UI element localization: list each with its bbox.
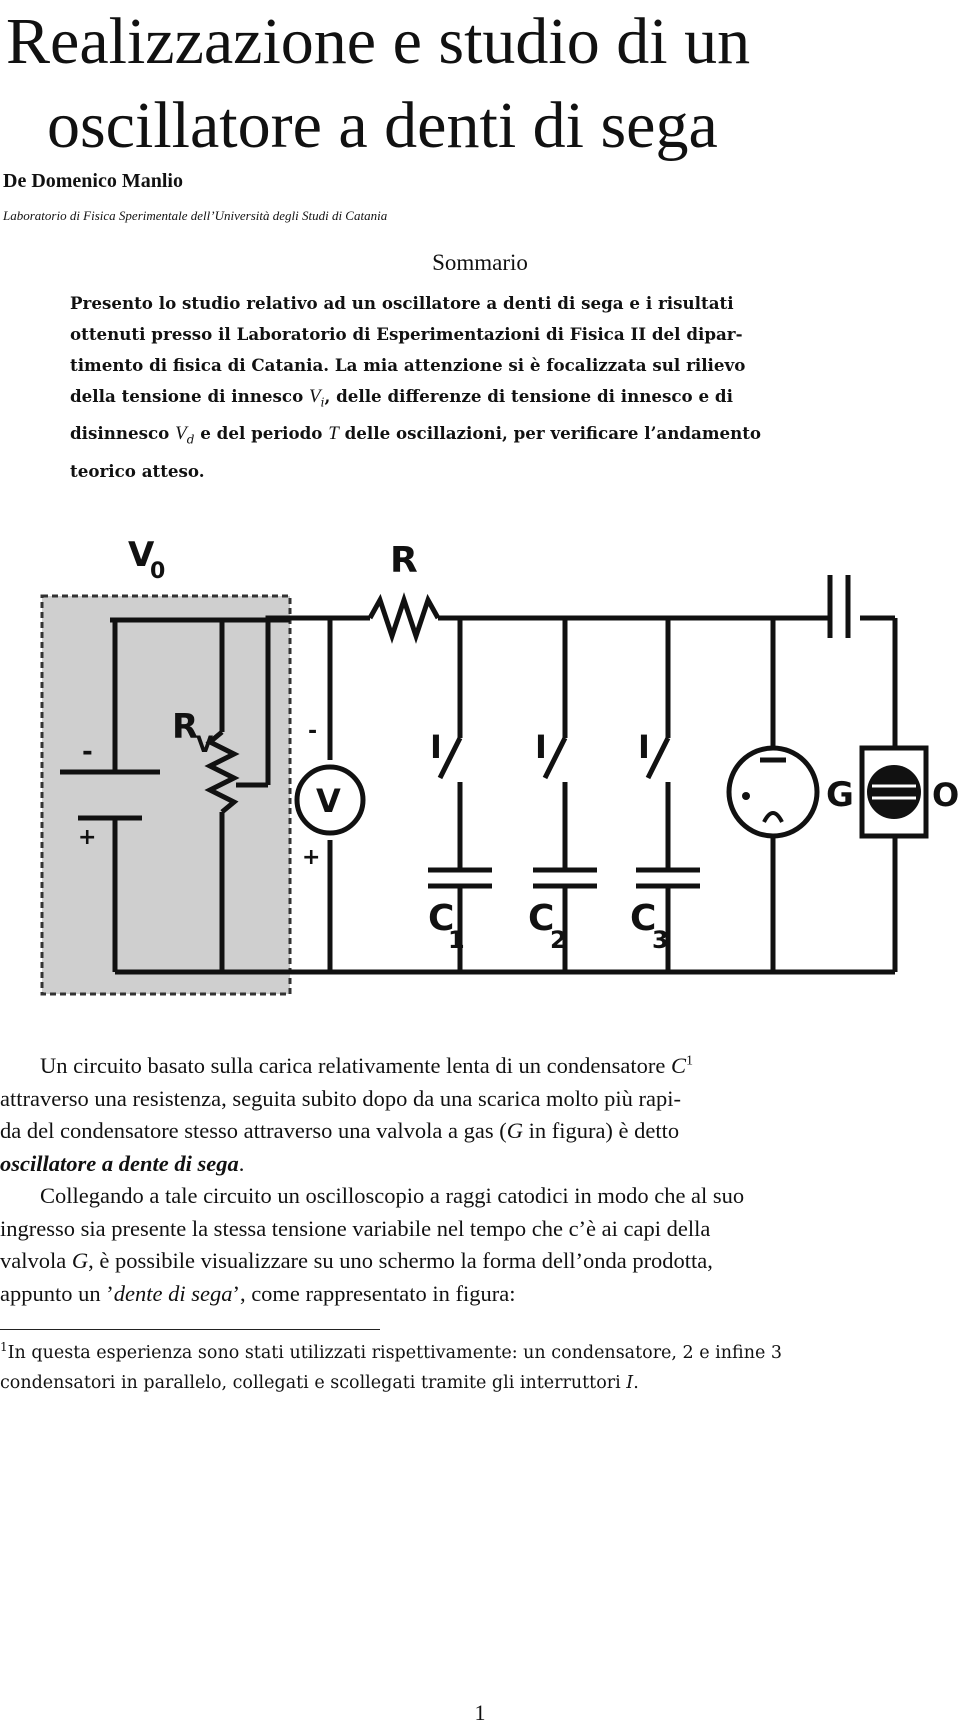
label-rv: R: [172, 707, 199, 747]
body-text-span: , è possibile visualizzare su uno schermo la forma dell’onda prodotta,: [88, 1248, 713, 1273]
label-rv-sub: V: [196, 733, 214, 758]
body-line: [0, 1148, 954, 1181]
abstract-heading: Sommario: [432, 250, 528, 275]
label-battery-plus: +: [78, 825, 97, 850]
label-v0: V: [128, 535, 155, 575]
body-line: Collegando a tale circuito un oscilloscopio a raggi catodici in modo che al suo: [40, 1183, 745, 1208]
label-meter-minus: -: [308, 719, 318, 744]
symbol-sub-i: i: [320, 395, 325, 410]
italic-term: dente di sega: [113, 1280, 233, 1306]
footnote-ref: 1: [686, 1053, 694, 1069]
footnote-line: [0, 1338, 960, 1368]
label-c1-sub: 1: [448, 926, 465, 954]
author-affiliation: Laboratorio di Fisica Sperimentale dell’Università degli Studi di Catania: [3, 208, 388, 223]
label-switch-3: I: [638, 728, 650, 766]
label-v0-sub: 0: [150, 559, 166, 584]
abstract-line: [70, 381, 888, 418]
label-c2: C: [528, 898, 555, 939]
label-o: O: [932, 776, 960, 814]
footnote-line: [0, 1368, 960, 1398]
abstract-text-span: disinnesco: [70, 423, 176, 444]
label-battery-minus: -: [82, 737, 93, 767]
body-line: [0, 1278, 954, 1311]
title-line-2: oscillatore a denti di sega: [47, 89, 718, 162]
body-text-span: Un circuito basato sulla carica relativamente lenta di un condensatore: [40, 1053, 671, 1078]
gas-valve-symbol: [729, 748, 817, 836]
abstract-text-span: delle oscillazioni, per verificare l’andamento: [338, 423, 762, 444]
abstract-text: [70, 288, 888, 487]
abstract-text-span: , delle differenze di tensione di innesco e di: [324, 386, 733, 406]
label-switch-2: I: [535, 728, 547, 766]
label-r: R: [390, 540, 418, 581]
body-line: ingresso sia presente la stessa tensione variabile nel tempo che c’è ai capi della: [0, 1215, 711, 1241]
label-switch-1: I: [430, 728, 442, 766]
symbol-g: G: [71, 1248, 89, 1273]
page-number: 1: [474, 1700, 486, 1725]
footnote-text-span: condensatori in parallelo, collegati e scollegati tramite gli interruttori: [0, 1373, 627, 1393]
abstract-text-span: della tensione di innesco: [70, 386, 310, 406]
label-meter-plus: +: [302, 845, 321, 870]
body-text-span: ’, come rappresentato in figura:: [232, 1280, 516, 1306]
footnote-text-span: .: [633, 1373, 639, 1393]
circuit-diagram: [0, 520, 960, 1010]
label-voltmeter: V: [316, 782, 341, 820]
title-line-1: Realizzazione e studio di un: [6, 5, 751, 78]
power-supply-region: [42, 596, 290, 994]
abstract-line: [70, 418, 888, 455]
emphasis-term: oscillatore a dente di sega: [0, 1150, 239, 1176]
label-c2-sub: 2: [550, 926, 567, 954]
paper-title: [0, 0, 960, 168]
oscilloscope-symbol: [862, 748, 926, 836]
body-text: [0, 1050, 954, 1310]
body-line: [0, 1245, 954, 1278]
abstract-line: teorico atteso.: [70, 460, 205, 481]
body-text-span: appunto un ’: [0, 1280, 114, 1306]
symbol-t: T: [328, 423, 339, 445]
symbol-sub-d: d: [186, 432, 195, 447]
body-line: attraverso una resistenza, seguita subito dopo da una scarica molto più rapi-: [0, 1085, 682, 1111]
symbol-g: G: [506, 1118, 523, 1143]
body-text-span: in figura) è detto: [522, 1118, 680, 1143]
symbol-v: V: [175, 423, 187, 445]
body-line: [0, 1050, 954, 1083]
footnote-text-span: In questa esperienza sono stati utilizzati rispettivamente: un condensatore, 2 e infine 3: [7, 1343, 783, 1363]
body-line: [0, 1115, 954, 1148]
abstract-line: timento di fisica di Catania. La mia attenzione si è focalizzata sul rilievo: [70, 355, 746, 375]
footnote-rule: [0, 1329, 380, 1330]
label-c3: C: [630, 898, 657, 939]
footnote: [0, 1338, 960, 1398]
symbol-v: V: [309, 386, 321, 407]
body-text-span: .: [238, 1150, 245, 1176]
symbol-c: C: [671, 1053, 687, 1078]
author-name: De Domenico Manlio: [3, 170, 183, 192]
abstract-text-span: e del periodo: [194, 423, 329, 444]
abstract-line: ottenuti presso il Laboratorio di Esperimentazioni di Fisica II del dipar-: [70, 324, 743, 344]
label-c3-sub: 3: [652, 926, 669, 954]
label-g: G: [826, 775, 854, 815]
abstract-line: Presento lo studio relativo ad un oscillatore a denti di sega e i risultati: [70, 293, 734, 313]
footnote-mark: 1: [0, 1340, 8, 1355]
label-c1: C: [428, 898, 455, 939]
symbol-i: I: [626, 1373, 634, 1393]
body-text-span: valvola: [0, 1248, 72, 1273]
body-text-span: da del condensatore stesso attraverso una valvola a gas (: [0, 1118, 507, 1143]
